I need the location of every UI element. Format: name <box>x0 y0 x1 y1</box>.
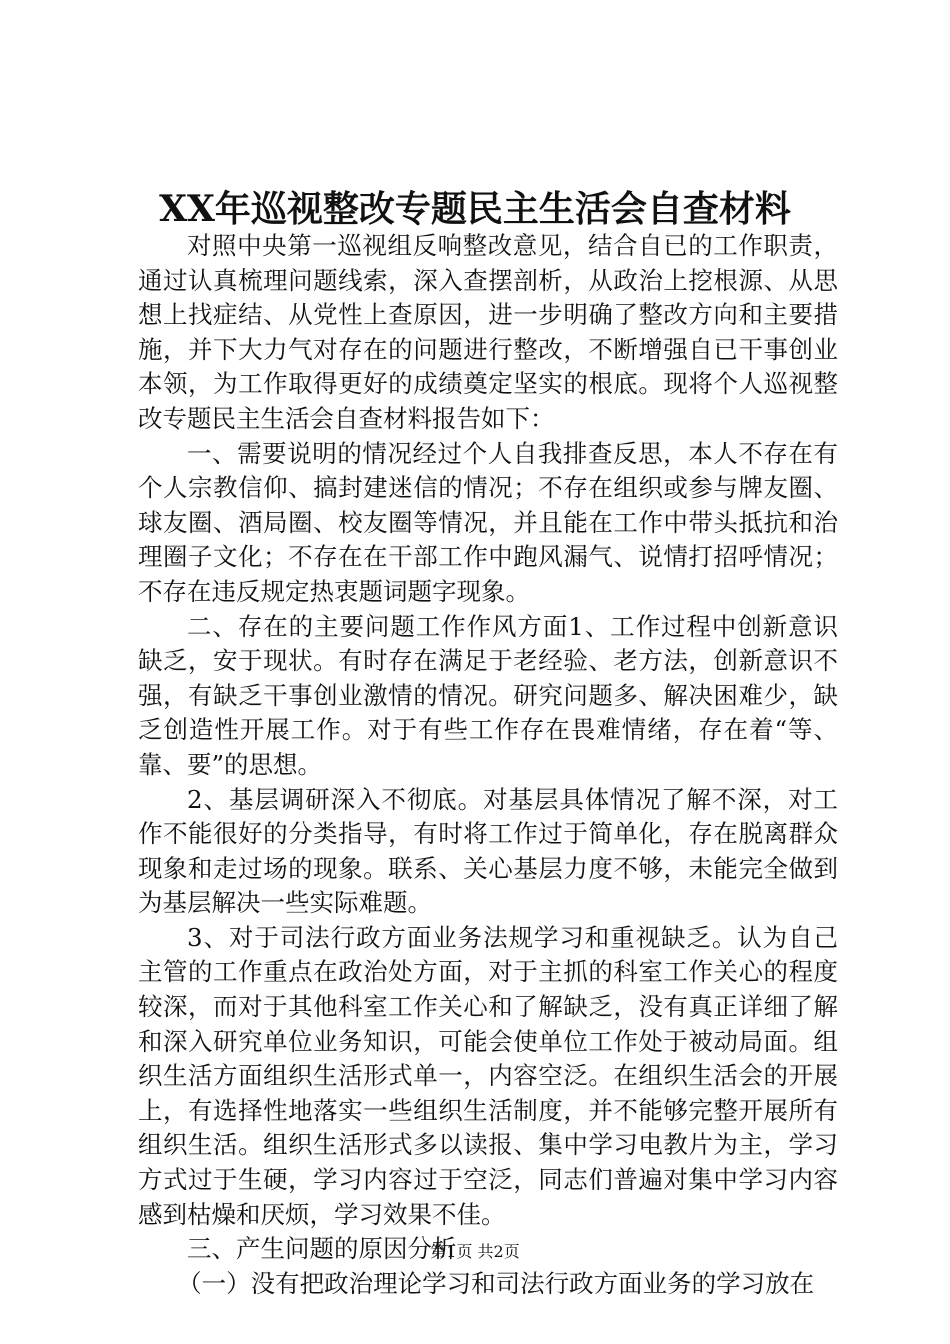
paragraph-subsection-1: （一）没有把政治理论学习和司法行政方面业务的学习放在 <box>177 1268 815 1298</box>
paragraph-item-3: 3、对于司法行政方面业务法规学习和重视缺乏。认为自己主管的工作重点在政治处方面，对于主抓的科室工作关心的程度较深，而对于其他科室工作关心和了解缺乏，没有真正详细了解和深入研究单位业务知识，可能会使单位工作处于被动局面。组织生活方面组织生活形式单一，内容空泛。在组织生活会的开展上，有选择性地落实一些组织生活制度，并不能够完整开展所有组织生活。组织生活形式多以读报、集中学习电教片为主，学习方式过于生硬，学习内容过于空泛，同志们普遍对集中学习内容感到枯燥和厌烦，学习效果不佳。 <box>138 922 838 1229</box>
paragraph-intro: 对照中央第一巡视组反响整改意见，结合自已的工作职责，通过认真梳理问题线索，深入查摆剖析，从政治上挖根源、从思想上找症结、从党性上查原因，进一步明确了整改方向和主要措施，并下大力气对存在的问题进行整改，不断增强自已干事创业本领，为工作取得更好的成绩奠定坚实的根底。现将个人巡视整改专题民主生活会自查材料报告如下： <box>138 231 838 433</box>
document-title: XX年巡视整改专题民主生活会自查材料 <box>159 188 791 230</box>
paragraph-section-2: 二、存在的主要问题工作作风方面1、工作过程中创新意识缺乏，安于现状。有时存在满足于老经验、老方法，创新意识不强，有缺乏干事创业激情的情况。研究问题多、解决困难少，缺乏创造性开展工作。对于有些工作存在畏难情绪，存在着“等、靠、要”的思想。 <box>138 611 838 779</box>
document-body <box>138 229 838 1301</box>
paragraph-section-1: 一、需要说明的情况经过个人自我排查反思，本人不存在有个人宗教信仰、搞封建迷信的情况；不存在组织或参与牌友圈、球友圈、酒局圈、校友圈等情况，并且能在工作中带头抵抗和治理圈子文化；不存在在干部工作中跑风漏气、说情打招呼情况；不存在违反规定热衷题词题字现象。 <box>138 438 838 606</box>
paragraph-section-3-heading: 三、产生问题的原因分析 <box>187 1234 457 1264</box>
paragraph-item-2: 2、基层调研深入不彻底。对基层具体情况了解不深，对工作不能很好的分类指导，有时将工作过于简单化，存在脱离群众现象和走过场的现象。联系、关心基层力度不够，未能完全做到为基层解决一些实际难题。 <box>138 784 838 918</box>
page-number-footer: 第1页 共2页 <box>430 1242 520 1261</box>
